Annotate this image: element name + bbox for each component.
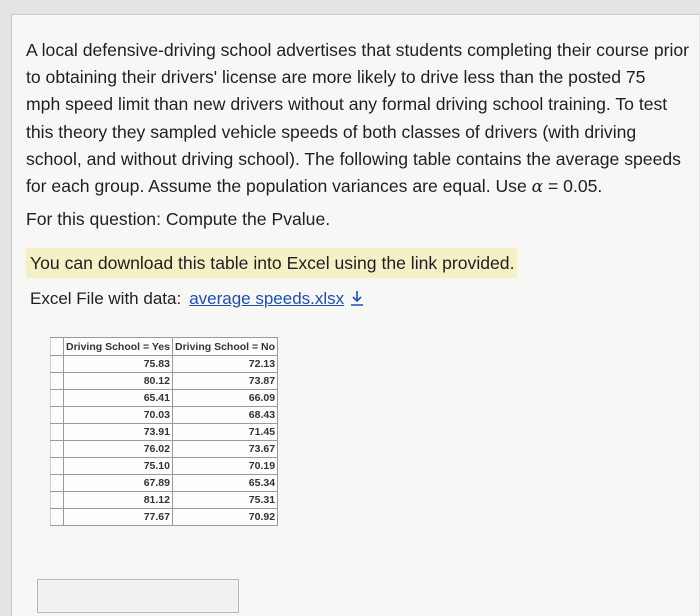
download-note: You can download this table into Excel using the link provided.: [26, 248, 517, 278]
row-stub: [51, 424, 64, 441]
table-cell: 80.12: [64, 373, 173, 390]
question-panel: [11, 14, 699, 616]
table-row: [51, 458, 278, 475]
table-cell: 65.34: [172, 475, 277, 492]
table-cell: 71.45: [172, 424, 277, 441]
question-prompt: For this question: Compute the Pvalue.: [26, 209, 331, 229]
table-cell: 76.02: [64, 441, 173, 458]
question-line: school, and without driving school). The following table contains the average speeds: [26, 148, 681, 169]
row-stub: [51, 509, 64, 526]
alpha-prefix: for each group. Assume the population variances are equal. Use: [26, 176, 532, 197]
table-cell: 70.03: [64, 407, 173, 424]
table-row: [51, 407, 278, 424]
download-icon[interactable]: [350, 290, 364, 306]
table-cell: 77.67: [64, 509, 173, 526]
row-stub: [51, 356, 64, 373]
table-cell: 66.09: [172, 390, 277, 407]
column-header: Driving School = No: [172, 338, 277, 356]
question-line: this theory they sampled vehicle speeds of both classes of drivers (with driving: [26, 121, 637, 142]
excel-file-link[interactable]: average speeds.xlsx: [189, 289, 345, 308]
table-row: [51, 390, 278, 407]
speeds-table: [50, 337, 278, 526]
row-stub: [51, 492, 64, 509]
table-row: [51, 373, 278, 390]
table-cell: 75.31: [172, 492, 277, 509]
question-line: A local defensive-driving school advertises that students completing their course prior: [26, 40, 690, 60]
table-cell: 75.10: [64, 458, 173, 475]
answer-input[interactable]: [37, 579, 239, 613]
table-row: [51, 509, 278, 526]
table-row: [51, 475, 278, 492]
table-cell: 70.92: [172, 509, 277, 526]
table-row: [51, 356, 278, 373]
excel-file-row: [30, 289, 364, 309]
row-stub: [51, 441, 64, 458]
table-cell: 75.83: [64, 356, 173, 373]
alpha-value: = 0.05.: [543, 176, 603, 197]
excel-file-label: Excel File with data:: [30, 289, 182, 308]
table-cell: 67.89: [64, 475, 173, 492]
row-stub: [51, 373, 64, 390]
table-cell: 65.41: [64, 390, 173, 407]
question-line: to obtaining their drivers' license are more likely to drive less than the posted 75: [26, 67, 646, 88]
question-line: mph speed limit than new drivers without any formal driving school training. To test: [26, 94, 668, 115]
table-cell: 72.13: [172, 356, 277, 373]
row-stub: [51, 338, 64, 356]
table-cell: 68.43: [172, 407, 277, 424]
table-row: [51, 492, 278, 509]
row-stub: [51, 390, 64, 407]
column-header: Driving School = Yes: [64, 338, 173, 356]
table-cell: 70.19: [172, 458, 277, 475]
row-stub: [51, 407, 64, 424]
table-row: [51, 424, 278, 441]
table-cell: 73.91: [64, 424, 173, 441]
table-cell: 73.87: [172, 373, 277, 390]
table-header-row: [51, 338, 278, 356]
table-row: [51, 441, 278, 458]
alpha-symbol: α: [531, 177, 544, 198]
table-cell: 73.67: [172, 441, 277, 458]
table-cell: 81.12: [64, 492, 173, 509]
question-line-alpha: [26, 173, 691, 201]
row-stub: [51, 475, 64, 492]
row-stub: [51, 458, 64, 475]
question-text: [26, 37, 691, 201]
